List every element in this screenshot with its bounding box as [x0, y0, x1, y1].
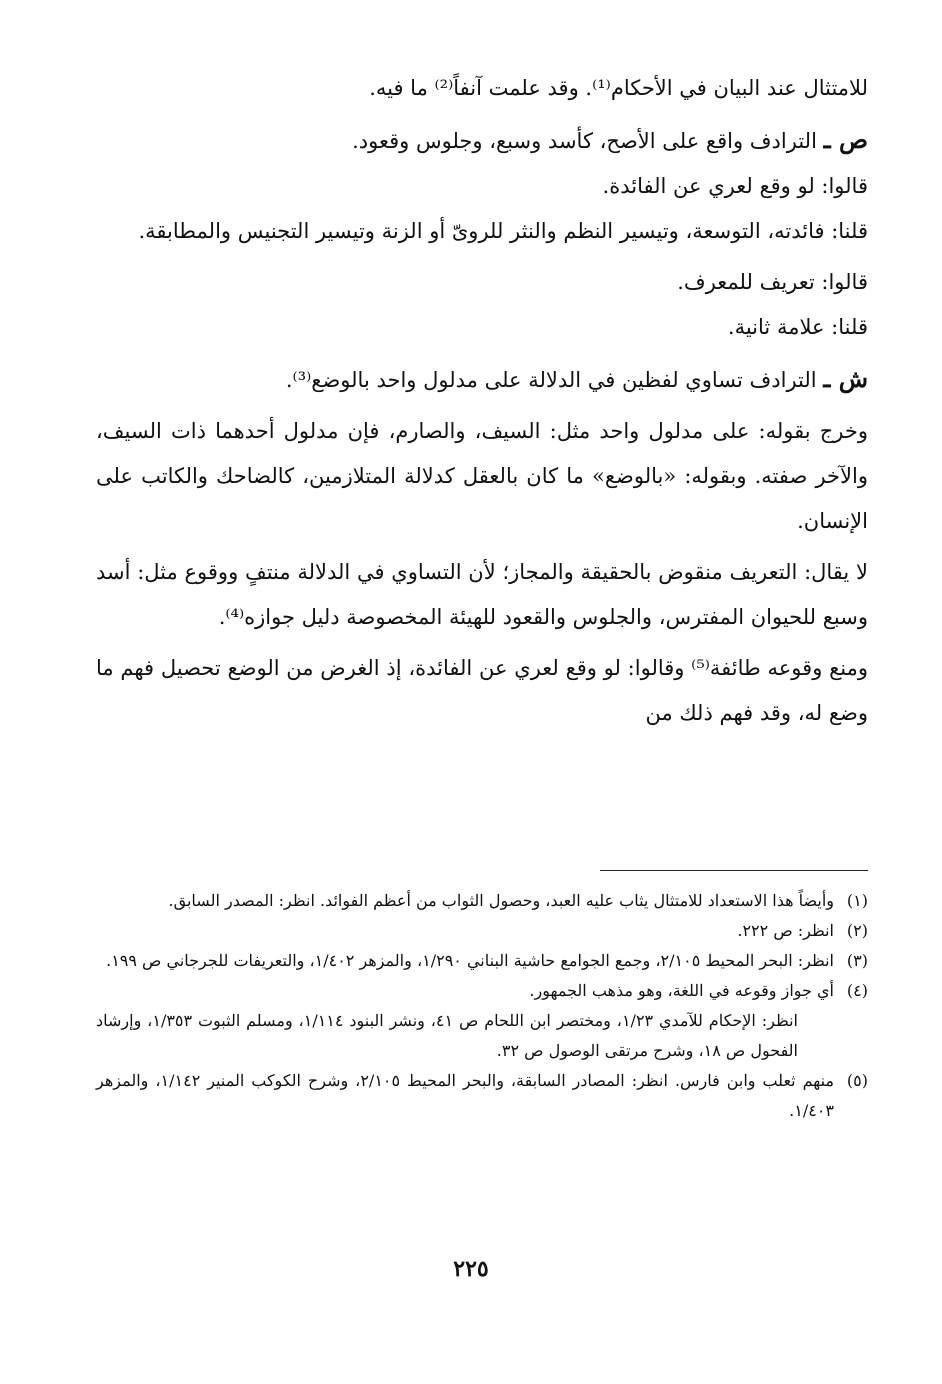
footnote-text: انظر: ص ٢٢٢. — [737, 921, 834, 940]
paragraph-kharaja: وخرج بقوله: على مدلول واحد مثل: السيف، والصارم، فإن مدلول أحدهما ذات السيف، والآخر صفته. وبقوله: «بالوضع» ما كان بالعقل كدلالة المتلازمين، كالضاحك والكاتب على الإنسان. — [96, 419, 868, 533]
footnote-4 — [96, 976, 868, 1066]
footnote-body — [96, 886, 834, 916]
footnote-text: انظر: البحر المحيط ٢/١٠٥، وجمع الجوامع حاشية البناني ١/٢٩٠، والمزهر ١/٤٠٢، والتعريفات للجرجاني ص ١٩٩. — [106, 951, 834, 970]
footnote-5 — [96, 1066, 868, 1126]
footnote-text: أي جواز وقوعه في اللغة، وهو مذهب الجمهور. — [529, 981, 834, 1000]
paragraph-shin — [96, 356, 868, 403]
footnote-2 — [96, 916, 868, 946]
footnote-body — [96, 916, 834, 946]
shin-marker: ش ـ — [823, 364, 868, 393]
paragraph-qalu-1: قالوا: لو وقع لعري عن الفائدة. — [602, 174, 868, 198]
footnote-number: (١) — [846, 891, 868, 910]
paragraph-qulna-1: قلنا: فائدته، التوسعة، وتيسير النظم والنثر للروىّ أو الزنة وتيسير التجنيس والمطابقة. — [138, 219, 868, 243]
main-text — [96, 66, 868, 736]
footnote-number: (٢) — [846, 921, 868, 940]
footnote-number: (٥) — [846, 1071, 868, 1090]
paragraph-mana: ومنع وقوعه طائفة⁽⁵⁾ وقالوا: لو وقع لعري عن الفائدة، إذ الغرض من الوضع تحصيل فهم ما وضع له، وقد فهم ذلك من — [96, 656, 868, 725]
footnote-text: انظر: الإحكام للآمدي ١/٢٣، ومختصر ابن اللحام ص ٤١، ونشر البنود ١/١١٤، ومسلم الثبوت ١/٣٥٣، وإرشاد الفحول ص ١٨، وشرح مرتقى الوصول ص ٣٢. — [96, 1011, 798, 1060]
footnote-3 — [96, 946, 868, 976]
paragraph-qulna-2: قلنا: علامة ثانية. — [727, 315, 868, 339]
paragraph-la-yuqal: لا يقال: التعريف منقوض بالحقيقة والمجاز؛ لأن التساوي في الدلالة منتفٍ ووقوع مثل: أسد وسبع للحيوان المفترس، والجلوس والقعود للهيئة المخصوصة دليل جوازه⁽⁴⁾. — [96, 560, 868, 629]
footnote-text: منهم ثعلب وابن فارس. انظر: المصادر السابقة، والبحر المحيط ٢/١٠٥، وشرح الكوكب المنير ١/١٤٢، والمزهر ١/٤٠٣. — [96, 1071, 835, 1120]
footnote-text: وأيضاً هذا الاستعداد للامتثال يثاب عليه العبد، وحصول الثواب من أعظم الفوائد. انظر: المصدر السابق. — [168, 891, 834, 910]
paragraph-sad — [96, 117, 868, 164]
page-number: ٢٢٥ — [453, 1256, 489, 1282]
shin-text: الترادف تساوي لفظين في الدلالة على مدلول واحد بالوضع⁽³⁾. — [285, 368, 817, 392]
footnote-number: (٤) — [846, 981, 868, 1000]
footnotes — [96, 886, 868, 1126]
footnote-body — [96, 1066, 834, 1126]
footnote-body — [96, 946, 834, 976]
footnote-body — [96, 976, 834, 1066]
paragraph-qalu-2: قالوا: تعريف للمعرف. — [677, 270, 868, 294]
footnote-number: (٣) — [846, 951, 868, 970]
sad-text: الترادف واقع على الأصح، كأسد وسبع، وجلوس وقعود. — [352, 129, 817, 153]
sad-marker: ص ـ — [823, 125, 868, 154]
paragraph-intro: للامتثال عند البيان في الأحكام⁽¹⁾. وقد علمت آنفاً⁽²⁾ ما فيه. — [369, 76, 868, 100]
footnote-divider — [600, 870, 868, 871]
footnote-1 — [96, 886, 868, 916]
